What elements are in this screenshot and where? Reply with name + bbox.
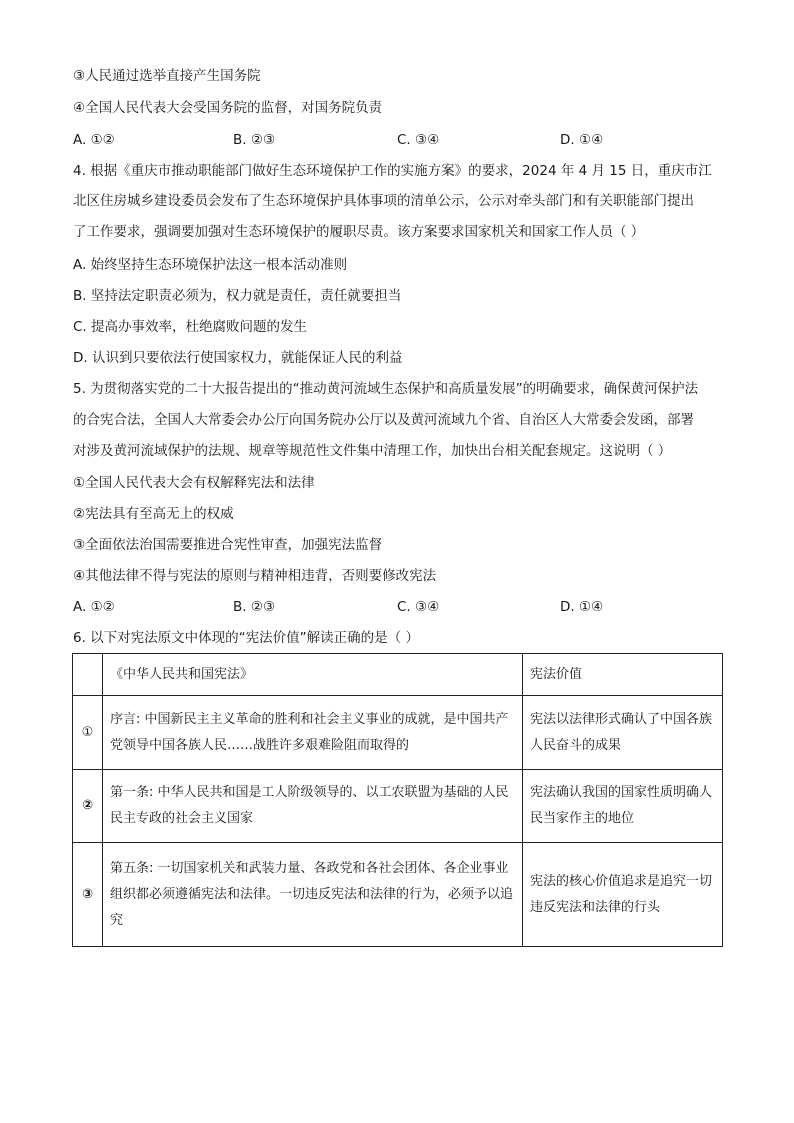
q5-option-a[interactable]: A. ①② [73, 599, 115, 615]
q5-stem-line-1: 5. 为贯彻落实党的二十大报告提出的“推动黄河流域生态保护和高质量发展”的明确要求，确保黄河保护法 [73, 381, 699, 397]
table-header-row [73, 654, 723, 696]
constitution-text-cell: 第一条: 中华人民共和国是工人阶级领导的、以工农联盟为基础的人民民主专政的社会主义国家 [103, 770, 523, 843]
table-row [73, 696, 723, 770]
q5-stem-line-3: 对涉及黄河流域保护的法规、规章等规范性文件集中清理工作，加快出台相关配套规定。这说明（ ） [73, 443, 672, 459]
q3-options [73, 130, 723, 150]
q3-item-4: ④全国人民代表大会受国务院的监督，对国务院负责 [73, 100, 383, 116]
q5-stem-line-2: 的合宪合法，全国人大常委会办公厅向国务院办公厅以及黄河流域九个省、自治区人大常委会发函，部署 [73, 412, 694, 428]
q5-option-b[interactable]: B. ②③ [233, 599, 276, 615]
q4-stem-line-1: 4. 根据《重庆市推动职能部门做好生态环境保护工作的实施方案》的要求，2024 年 4 月 15 日，重庆市江 [73, 163, 712, 179]
constitution-value-cell: 宪法确认我国的国家性质明确人民当家作主的地位 [523, 770, 723, 843]
q5-item-2: ②宪法具有至高无上的权威 [73, 506, 234, 522]
constitution-text-cell: 第五条: 一切国家机关和武装力量、各政党和各社会团体、各企业事业组织都必须遵循宪法和法律。一切违反宪法和法律的行为，必须予以追究 [103, 843, 523, 947]
q6-stem: 6. 以下对宪法原文中体现的“宪法价值”解读正确的是（ ） [73, 630, 419, 646]
q4-option-d[interactable]: D. 认识到只要依法行使国家权力，就能保证人民的利益 [73, 350, 403, 366]
q5-item-4: ④其他法律不得与宪法的原则与精神相违背，否则要修改宪法 [73, 568, 437, 584]
q4-option-a[interactable]: A. 始终坚持生态环境保护法这一根本活动准则 [73, 257, 348, 273]
q4-stem-line-3: 了工作要求，强调要加强对生态环境保护的履职尽责。该方案要求国家机关和国家工作人员（ ） [73, 224, 645, 240]
row-number: ① [73, 696, 103, 770]
q3-option-a[interactable]: A. ①② [73, 132, 115, 148]
q5-item-1: ①全国人民代表大会有权解释宪法和法律 [73, 475, 315, 491]
constitution-value-cell: 宪法的核心价值追求是追究一切违反宪法和法律的行头 [523, 843, 723, 947]
q5-item-3: ③全面依法治国需要推进合宪性审查，加强宪法监督 [73, 537, 383, 553]
q5-options [73, 597, 723, 617]
q4-option-b[interactable]: B. 坚持法定职责必须为，权力就是责任，责任就要担当 [73, 288, 402, 304]
table-row [73, 843, 723, 947]
q3-option-b[interactable]: B. ②③ [233, 132, 276, 148]
constitution-table [72, 653, 723, 947]
q4-stem-line-2: 北区住房城乡建设委员会发布了生态环境保护具体事项的清单公示，公示对牵头部门和有关职能部门提出 [73, 193, 694, 209]
q3-option-c[interactable]: C. ③④ [397, 132, 440, 148]
header-blank-cell [73, 654, 103, 696]
row-number: ③ [73, 843, 103, 947]
header-constitution-cell: 《中华人民共和国宪法》 [103, 654, 523, 696]
q5-option-d[interactable]: D. ①④ [560, 599, 604, 615]
constitution-text-cell: 序言: 中国新民主主义革命的胜利和社会主义事业的成就，是中国共产党领导中国各族人民……战胜许多艰难险阻而取得的 [103, 696, 523, 770]
constitution-value-cell: 宪法以法律形式确认了中国各族人民奋斗的成果 [523, 696, 723, 770]
q5-option-c[interactable]: C. ③④ [397, 599, 440, 615]
table-row [73, 770, 723, 843]
q3-option-d[interactable]: D. ①④ [560, 132, 604, 148]
header-value-cell: 宪法价值 [523, 654, 723, 696]
q3-item-3: ③人民通过选举直接产生国务院 [73, 68, 261, 84]
q4-option-c[interactable]: C. 提高办事效率，杜绝腐败问题的发生 [73, 319, 308, 335]
row-number: ② [73, 770, 103, 843]
